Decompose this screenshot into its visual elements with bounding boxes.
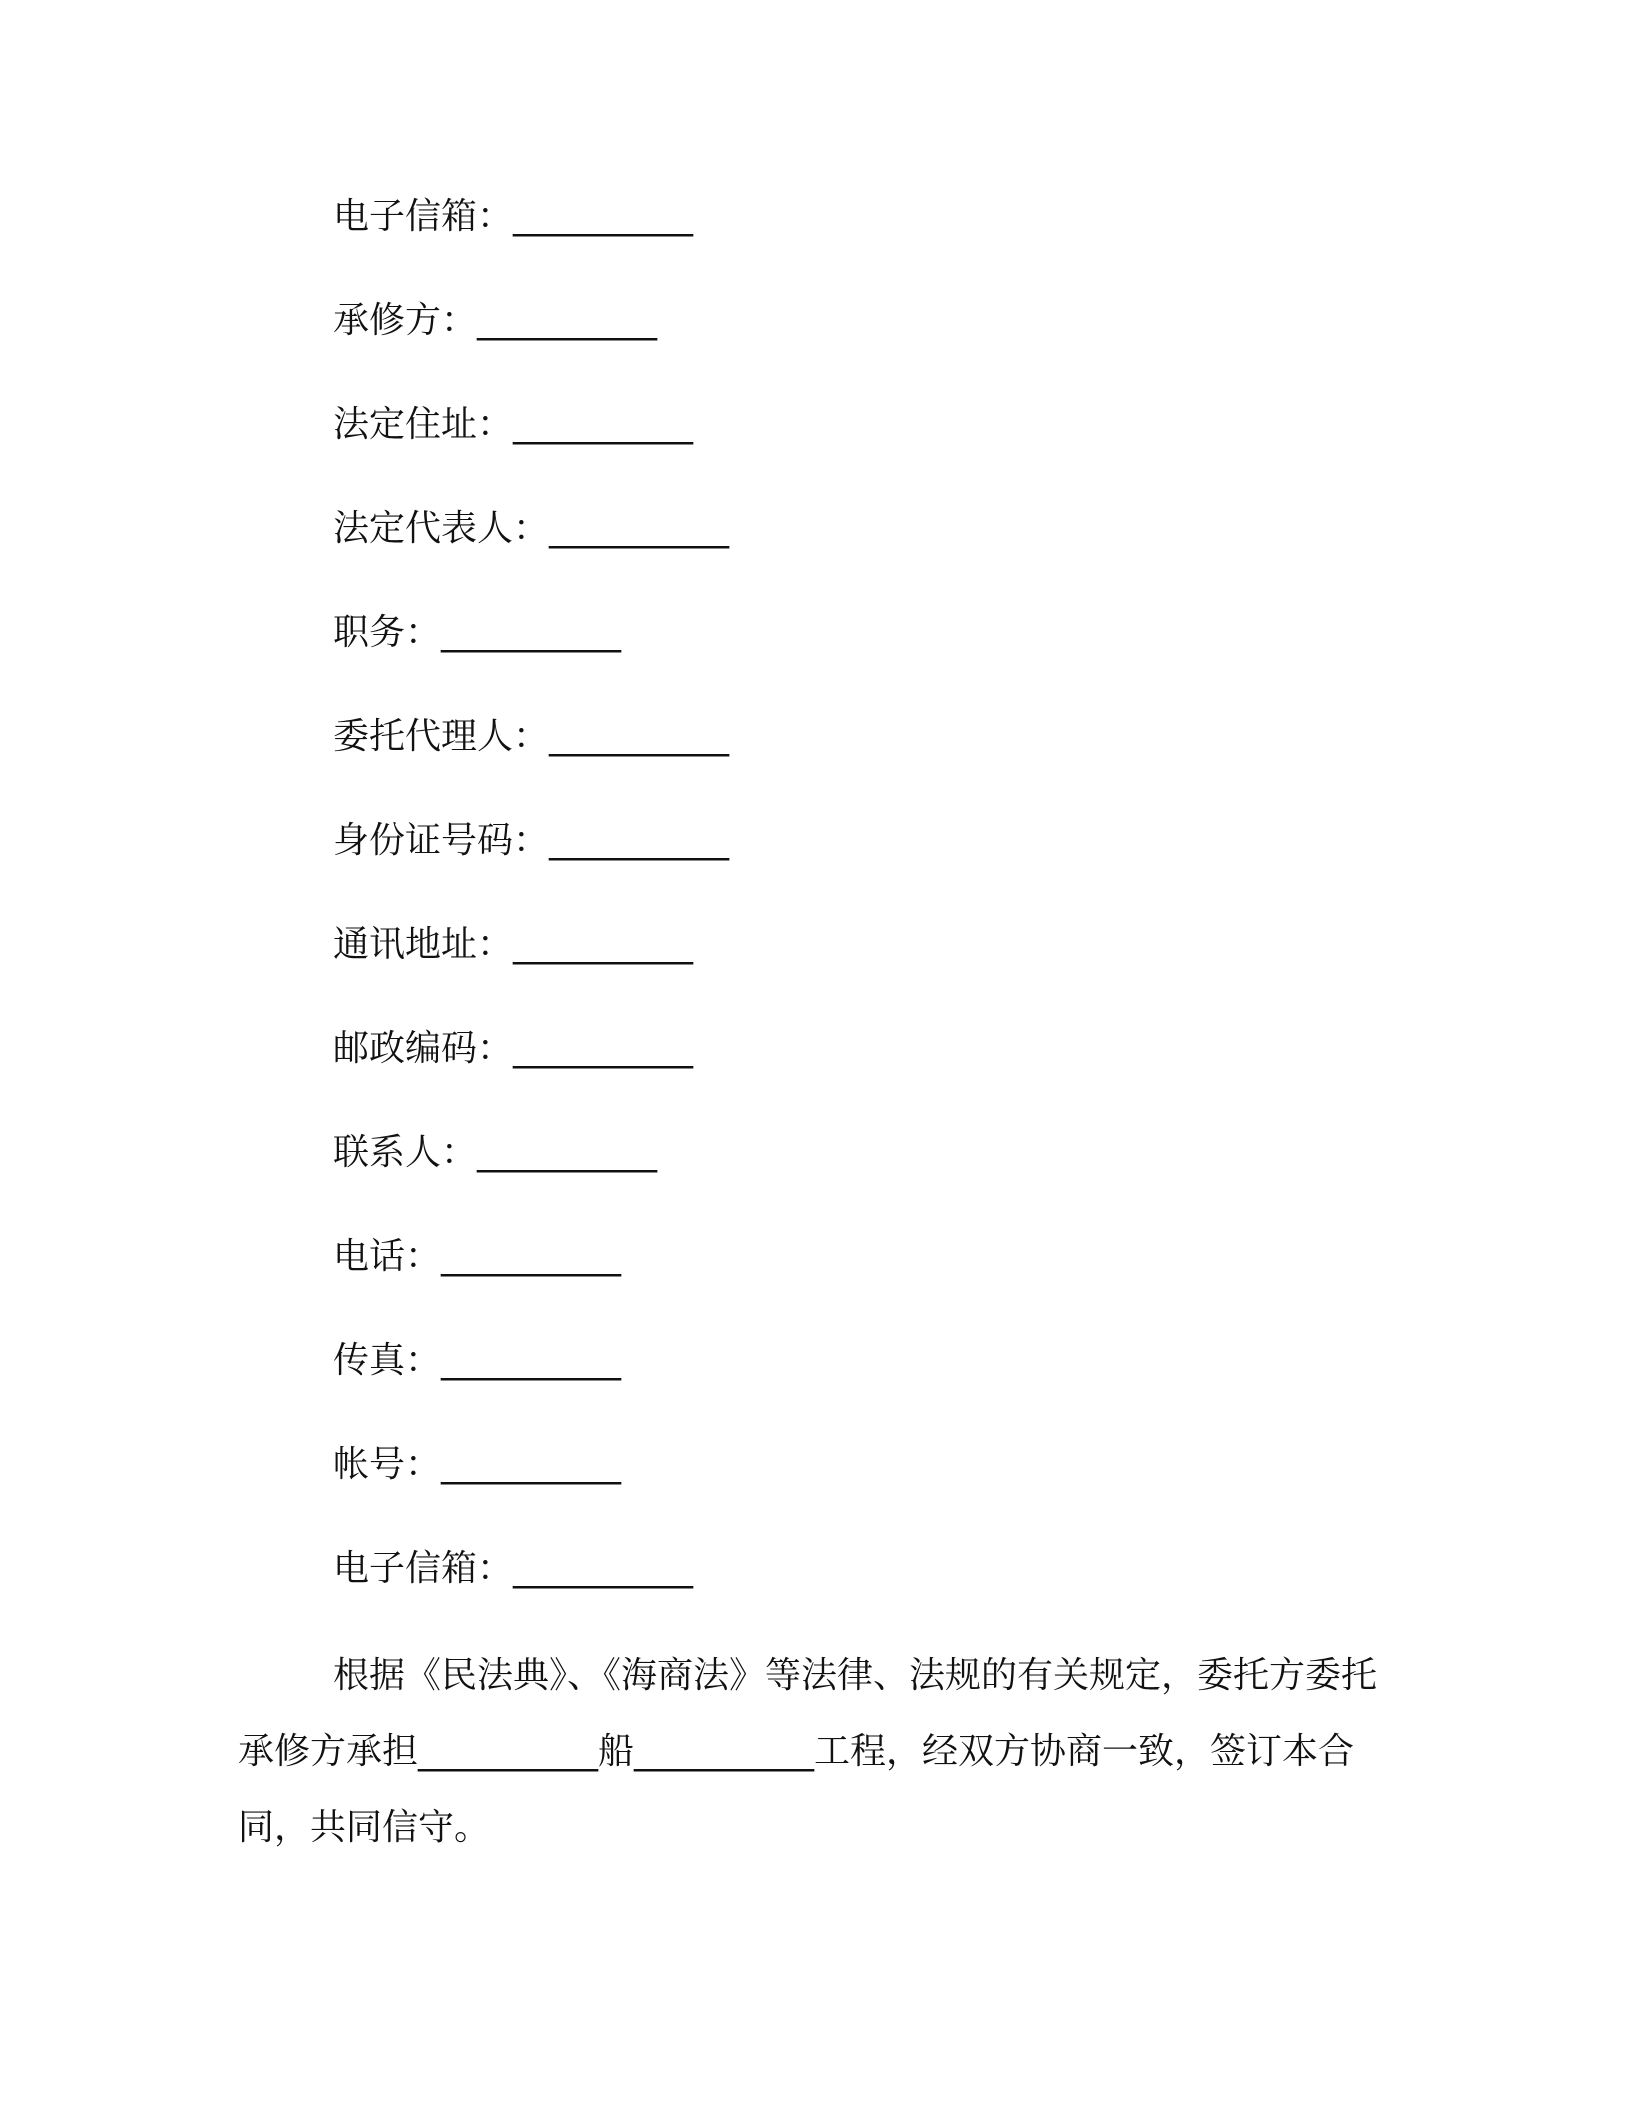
field-blank: __________ xyxy=(513,924,694,965)
field-label: 职务： xyxy=(333,612,442,653)
field-legal-representative xyxy=(333,502,729,606)
field-id-number xyxy=(333,814,729,918)
field-legal-address xyxy=(333,398,729,502)
field-contractor xyxy=(333,294,729,398)
field-blank: __________ xyxy=(513,404,694,445)
field-label: 法定代表人： xyxy=(333,508,550,549)
contract-intro-paragraph xyxy=(238,1638,1378,1866)
field-blank: __________ xyxy=(549,508,730,549)
field-label: 承修方： xyxy=(333,300,478,341)
field-blank: __________ xyxy=(477,1132,658,1173)
paragraph-blank-1: __________ xyxy=(418,1731,599,1772)
field-blank: __________ xyxy=(513,1028,694,1069)
paragraph-text-3: 工程，经双方协商一致，签订本合同，共同信守。 xyxy=(238,1731,1355,1848)
field-blank: __________ xyxy=(441,1340,622,1381)
field-label: 身份证号码： xyxy=(333,820,550,861)
field-blank: __________ xyxy=(441,1236,622,1277)
paragraph-blank-2: __________ xyxy=(634,1731,815,1772)
paragraph-text-1: 根据《民法典》、《海商法》等法律、法规的有关规定，委托方委托承修方承担 xyxy=(238,1655,1378,1772)
field-blank: __________ xyxy=(441,1444,622,1485)
field-label: 电子信箱： xyxy=(333,196,514,237)
field-email-2 xyxy=(333,1542,729,1646)
field-blank: __________ xyxy=(549,820,730,861)
field-blank: __________ xyxy=(441,612,622,653)
party-info-list xyxy=(333,190,729,1646)
field-label: 法定住址： xyxy=(333,404,514,445)
field-position xyxy=(333,606,729,710)
field-email-1 xyxy=(333,190,729,294)
field-fax xyxy=(333,1334,729,1438)
field-agent xyxy=(333,710,729,814)
field-phone xyxy=(333,1230,729,1334)
field-label: 电子信箱： xyxy=(333,1548,514,1589)
field-blank: __________ xyxy=(477,300,658,341)
field-blank: __________ xyxy=(513,196,694,237)
field-postal-code xyxy=(333,1022,729,1126)
field-label: 帐号： xyxy=(333,1444,442,1485)
field-blank: __________ xyxy=(513,1548,694,1589)
field-label: 邮政编码： xyxy=(333,1028,514,1069)
field-label: 传真： xyxy=(333,1340,442,1381)
field-label: 通讯地址： xyxy=(333,924,514,965)
field-blank: __________ xyxy=(549,716,730,757)
paragraph-text-2: 船 xyxy=(598,1731,635,1772)
field-label: 电话： xyxy=(333,1236,442,1277)
field-label: 联系人： xyxy=(333,1132,478,1173)
field-contact-person xyxy=(333,1126,729,1230)
field-mailing-address xyxy=(333,918,729,1022)
field-label: 委托代理人： xyxy=(333,716,550,757)
field-account xyxy=(333,1438,729,1542)
